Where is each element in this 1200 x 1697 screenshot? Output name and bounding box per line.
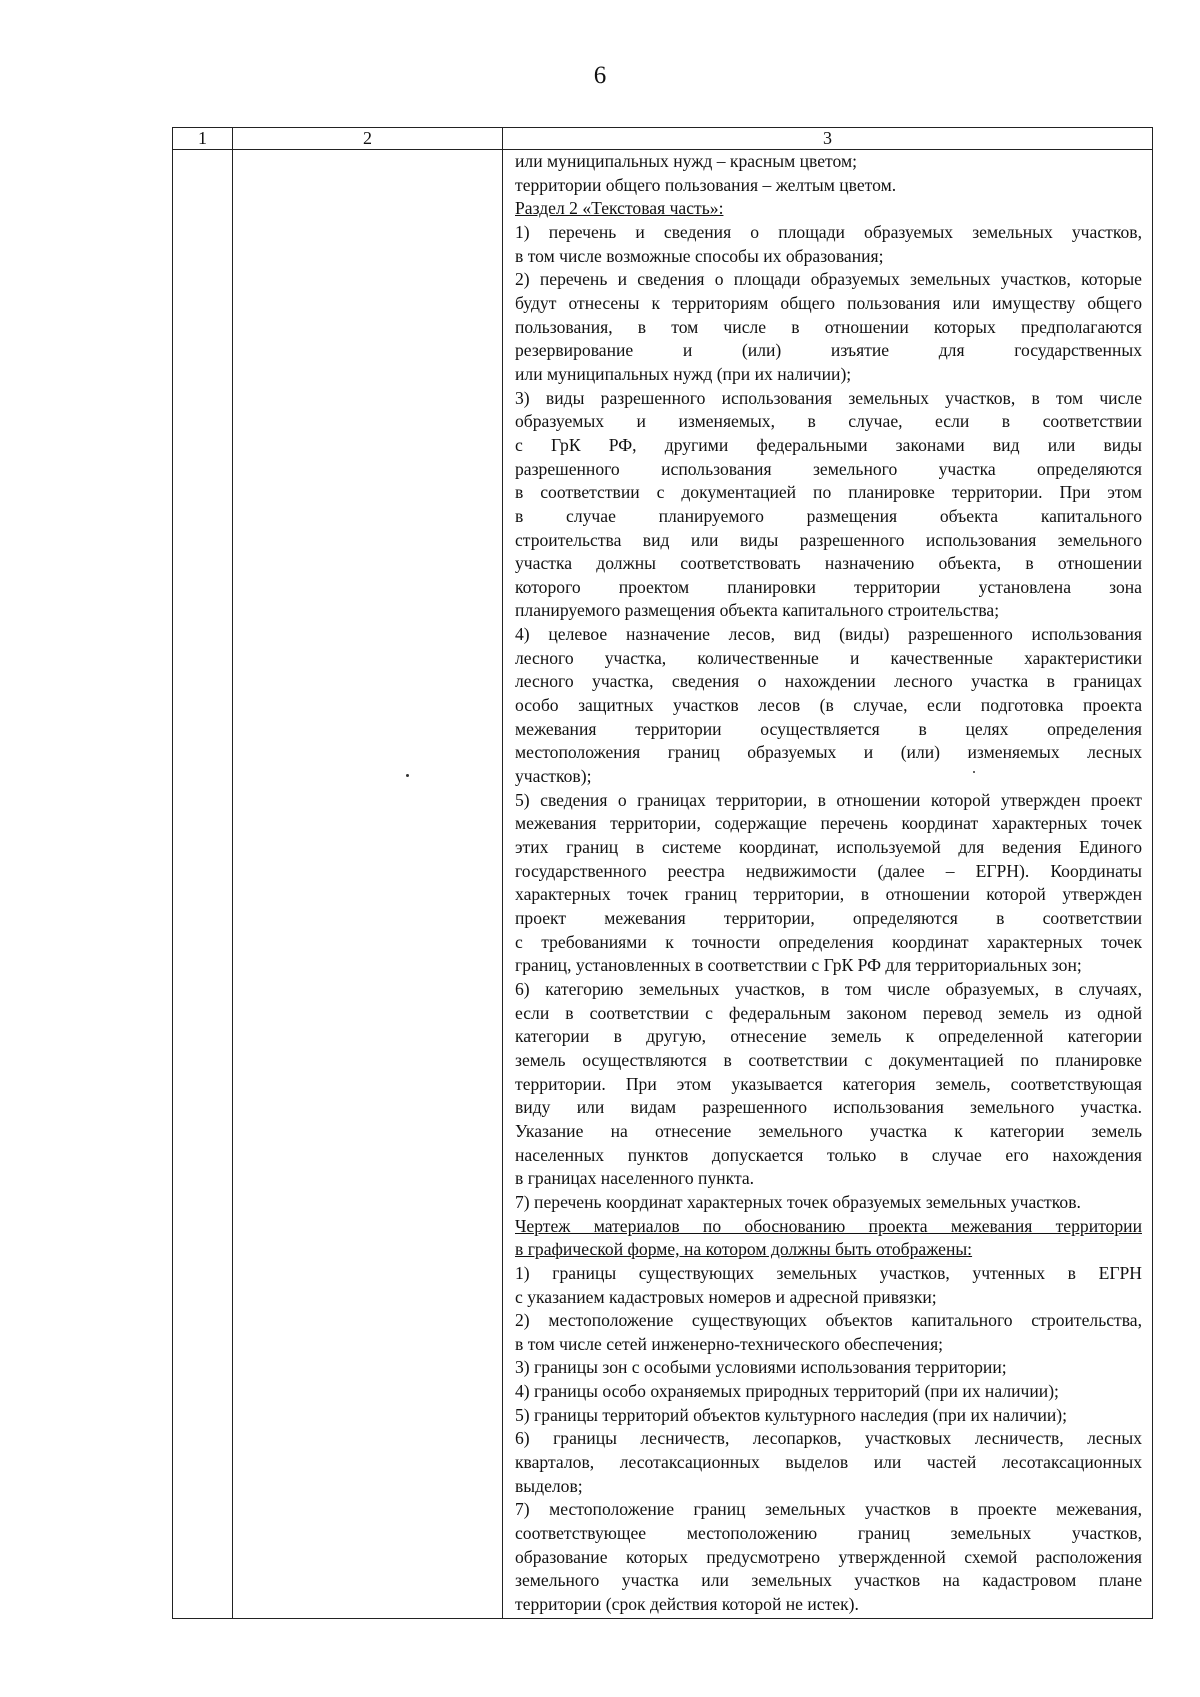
- table-row: [173, 150, 1153, 1619]
- text-line: 2) местоположение существующих объектов капитального строительства,: [515, 1310, 1142, 1331]
- text-line: строительства вид или виды разрешенного использования земельного: [515, 529, 1142, 550]
- text-line: с указанием кадастровых номеров и адресной привязки;: [515, 1286, 937, 1307]
- page-number: 6: [593, 62, 607, 89]
- text-line: образование которых предусмотрено утвержденной схемой расположения: [515, 1546, 1142, 1567]
- text-line: в соответствии с документацией по планировке территории. При этом: [515, 482, 1142, 503]
- text-line: Чертеж материалов по обоснованию проекта межевания территории: [515, 1215, 1142, 1236]
- text-line: территории. При этом указывается категория земель, соответствующая: [515, 1073, 1142, 1094]
- text-line: с требованиями к точности определения координат характерных точек: [515, 931, 1142, 952]
- text-line: характерных точек границ территории, в отношении которой утвержден: [515, 884, 1142, 905]
- text-line: лесного участка, количественные и качественные характеристики: [515, 647, 1142, 668]
- text-line: 1) границы существующих земельных участков, учтенных в ЕГРН: [515, 1262, 1142, 1283]
- text-line: государственного реестра недвижимости (далее – ЕГРН). Координаты: [515, 860, 1142, 881]
- text-line: проект межевания территории, определяются в соответствии: [515, 908, 1142, 928]
- cell-col-2: [233, 150, 503, 1619]
- column-header-2: 2: [233, 128, 503, 150]
- text-line: виду или видам разрешенного использования земельного участка.: [515, 1097, 1142, 1118]
- text-line: в том числе сетей инженерно-технического обеспечения;: [515, 1333, 944, 1354]
- text-line: будут отнесены к территориям общего пользования или имуществу общего: [515, 292, 1142, 313]
- text-line: выделов;: [515, 1475, 583, 1496]
- text-line: если в соответствии с федеральным законом перевод земель из одной: [515, 1002, 1142, 1023]
- text-line: 1) перечень и сведения о площади образуемых земельных участков,: [515, 221, 1142, 242]
- text-line: 4) целевое назначение лесов, вид (виды) разрешенного использования: [515, 624, 1142, 645]
- text-line: населенных пунктов допускается только в случае его нахождения: [515, 1144, 1142, 1165]
- text-line: или муниципальных нужд – красным цветом;: [515, 151, 857, 171]
- content-table: [172, 127, 1153, 1619]
- text-line: в случае планируемого размещения объекта капитального: [515, 505, 1142, 526]
- text-line: Раздел 2 «Текстовая часть»:: [515, 198, 724, 219]
- text-line: межевания территории осуществляется в целях определения: [515, 718, 1142, 739]
- text-line: участка должны соответствовать назначению объекта, в отношении: [515, 553, 1142, 574]
- text-line: 6) категорию земельных участков, в том числе образуемых, в случаях,: [515, 978, 1142, 999]
- column-header-1: 1: [173, 128, 233, 150]
- text-line: особо защитных участков лесов (в случае, если подготовка проекта: [515, 695, 1142, 716]
- text-line: в границах населенного пункта.: [515, 1168, 755, 1189]
- text-line: границ, установленных в соответствии с ГрК РФ для территориальных зон;: [515, 955, 1082, 976]
- text-line: 5) границы территорий объектов культурного наследия (при их наличии);: [515, 1404, 1068, 1425]
- text-line: Указание на отнесение земельного участка к категории земель: [515, 1120, 1142, 1141]
- text-line: категории в другую, отнесение земель к определенной категории: [515, 1026, 1142, 1047]
- text-line: с ГрК РФ, другими федеральными законами вид или виды: [515, 434, 1142, 455]
- text-line: резервирование и (или) изъятие для государственных: [515, 340, 1142, 361]
- text-line: 7) перечень координат характерных точек образуемых земельных участков.: [515, 1191, 1081, 1212]
- text-line: 2) перечень и сведения о площади образуемых земельных участков, которые: [515, 269, 1142, 290]
- text-line: территории общего пользования – желтым цветом.: [515, 174, 897, 195]
- text-line: участков);: [515, 766, 592, 787]
- cell-col-1: [173, 150, 233, 1619]
- text-line: 4) границы особо охраняемых природных территорий (при их наличии);: [515, 1381, 1059, 1402]
- scan-speck: [406, 774, 409, 777]
- text-line: образуемых и изменяемых, в случае, если в соответствии: [515, 411, 1142, 432]
- text-line: 7) местоположение границ земельных участков в проекте межевания,: [515, 1499, 1142, 1520]
- text-line: земель осуществляются в соответствии с документацией по планировке: [515, 1049, 1142, 1070]
- text-line: которого проектом планировки территории установлена зона: [515, 576, 1142, 597]
- text-line: этих границ в системе координат, используемой для ведения Единого: [515, 837, 1142, 858]
- text-line: 3) границы зон с особыми условиями использования территории;: [515, 1357, 1007, 1378]
- text-line: 3) виды разрешенного использования земельных участков, в том числе: [515, 387, 1142, 408]
- column-header-3: 3: [503, 128, 1153, 150]
- text-line: территории (срок действия которой не истек).: [515, 1594, 859, 1615]
- table-header-row: [173, 128, 1153, 150]
- text-line: разрешенного использования земельного участка определяются: [515, 458, 1142, 479]
- text-line: земельного участка или земельных участков на кадастровом плане: [515, 1570, 1142, 1591]
- text-line: 6) границы лесничеств, лесопарков, участковых лесничеств, лесных: [515, 1428, 1142, 1449]
- text-line: лесного участка, сведения о нахождении лесного участка в границах: [515, 671, 1142, 692]
- text-line: в графической форме, на котором должны быть отображены:: [515, 1239, 973, 1260]
- text-line: в том числе возможные способы их образования;: [515, 245, 884, 266]
- scan-speck: [973, 771, 975, 773]
- text-line: 5) сведения о границах территории, в отношении которой утвержден проект: [515, 789, 1142, 810]
- text-line: местоположения границ образуемых и (или) изменяемых лесных: [515, 742, 1142, 763]
- text-line: межевания территории, содержащие перечень координат характерных точек: [515, 813, 1142, 834]
- text-line: планируемого размещения объекта капитального строительства;: [515, 600, 1000, 621]
- text-line: кварталов, лесотаксационных выделов или частей лесотаксационных: [515, 1452, 1142, 1473]
- text-line: соответствующее местоположению границ земельных участков,: [515, 1523, 1142, 1544]
- text-line: или муниципальных нужд (при их наличии);: [515, 363, 852, 384]
- text-line: пользования, в том числе в отношении которых предполагаются: [515, 316, 1142, 337]
- cell-col-3-text: [503, 150, 1153, 1619]
